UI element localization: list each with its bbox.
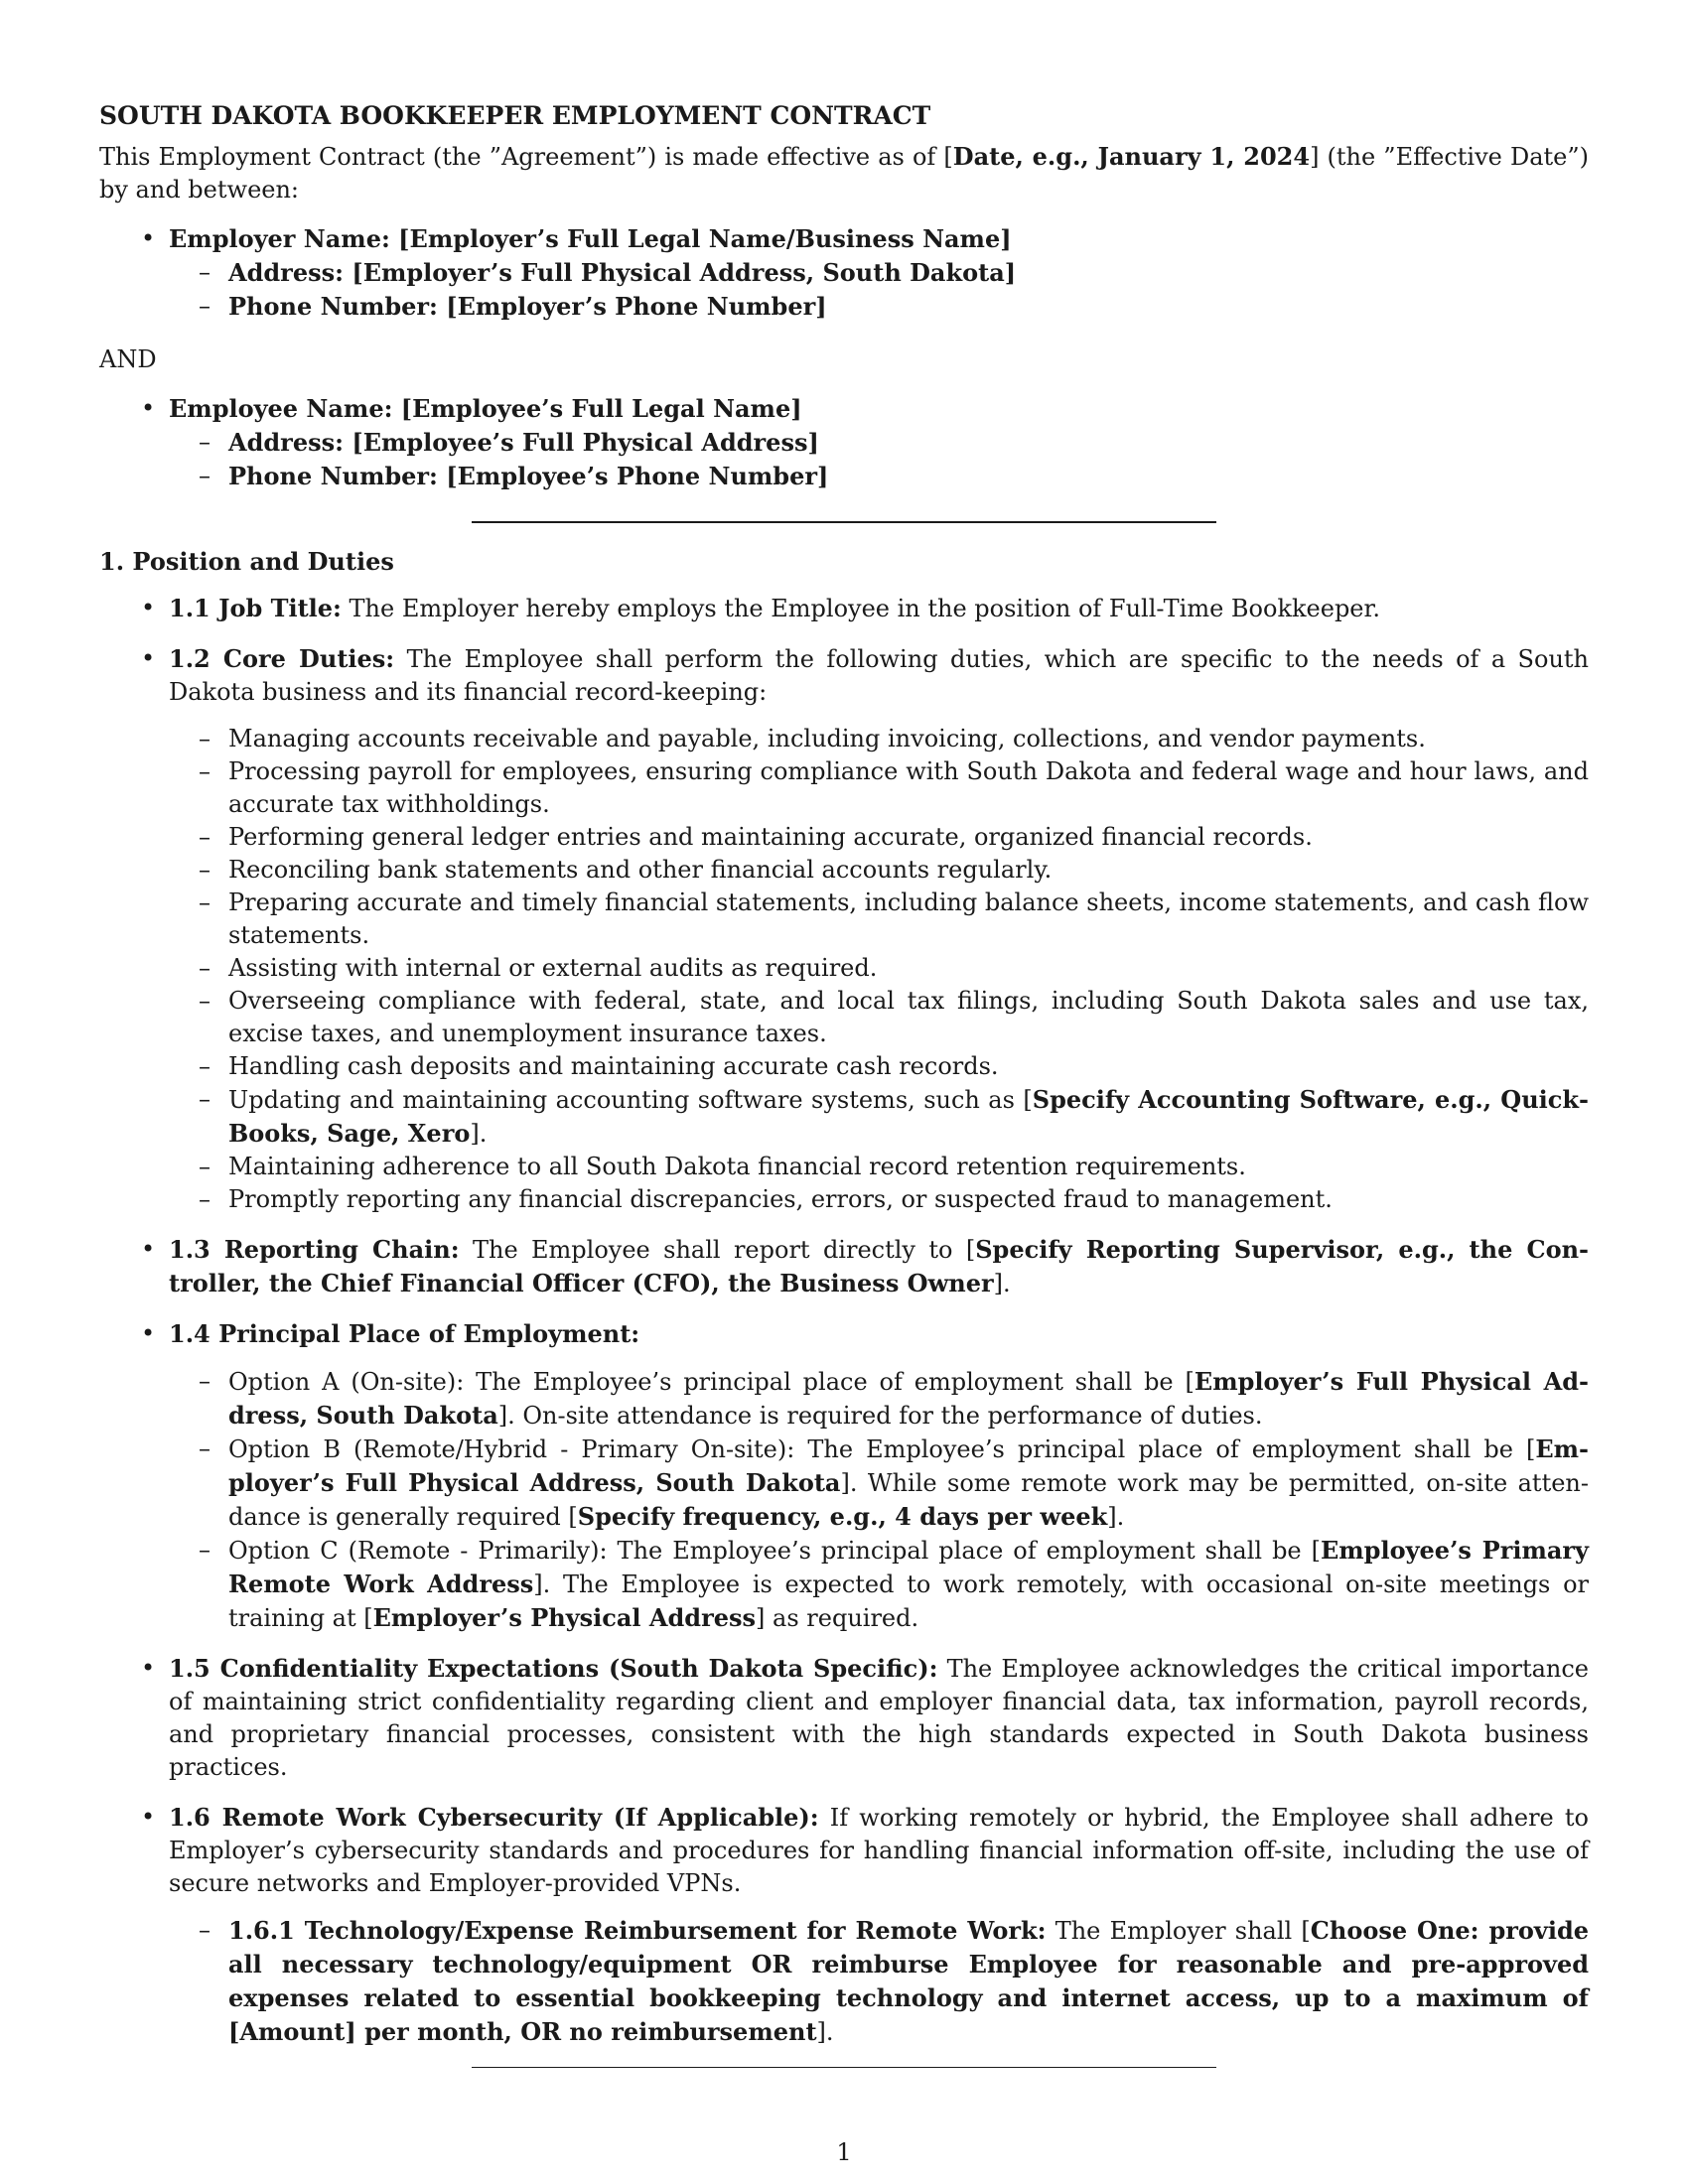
intro-text: This Employment Contract (the ”Agreement”) is made effective as of [ xyxy=(99,143,953,171)
clause-1-6-1 xyxy=(228,1914,1589,2049)
employee-details xyxy=(169,426,1589,493)
reimbursement-placeholder: Choose One: provide all necessary technology/equipment OR reimburse Employee for reasonable and pre-approved expenses related to essential bookkeeping technology and internet access, up to a maximum of [Amount] per month, OR no reimbursement xyxy=(228,1916,1589,2046)
employee-phone-text: Phone Number: [Employee’s Phone Number] xyxy=(228,462,829,490)
duty-text: Updating and maintaining accounting software systems, such as [ xyxy=(228,1086,1033,1114)
employer-list xyxy=(99,222,1589,324)
document-title: SOUTH DAKOTA BOOKKEEPER EMPLOYMENT CONTRACT xyxy=(99,101,931,130)
option-text-end: ]. On-site attendance is required for the performance of duties. xyxy=(497,1402,1263,1430)
employer-address-text: Address: [Employer’s Full Physical Address, South Dakota] xyxy=(228,258,1017,287)
clause-label: 1.4 Principal Place of Employment: xyxy=(169,1319,640,1348)
employer-name xyxy=(169,222,1589,324)
employee-name-text: Employee Name: [Employee’s Full Legal Name] xyxy=(169,394,802,423)
employer-details xyxy=(169,256,1589,324)
clause-label: 1.3 Reporting Chain: xyxy=(169,1235,460,1264)
supervisor-placeholder: Specify Reporting Supervisor, e.g., the Controller, the Chief Financial Officer (CFO), the Business Owner xyxy=(169,1235,1589,1297)
duty-item: – Performing general ledger entries and maintaining accurate, organized financial records. xyxy=(228,821,1589,854)
subclause-list xyxy=(169,1914,1589,2049)
horizontal-rule xyxy=(472,521,1216,523)
employer-phone xyxy=(228,290,1589,324)
intro-paragraph xyxy=(99,140,1589,206)
duty-item: – Processing payroll for employees, ensuring compliance with South Dakota and federal wage and hour laws, and accurate tax withholdings. xyxy=(228,755,1589,821)
clause-1-3 xyxy=(169,1233,1589,1300)
duty-item: – Overseeing compliance with federal, state, and local tax filings, including South Dakota sales and use tax, excise taxes, and unemployment insurance taxes. xyxy=(228,985,1589,1050)
address-placeholder: Employer’s Physical Address xyxy=(372,1603,757,1632)
clause-label: 1.2 Core Duties: xyxy=(169,644,395,673)
option-text-end: ] as required. xyxy=(756,1604,919,1632)
employee-address xyxy=(228,426,1589,460)
footer-rule xyxy=(472,2067,1216,2068)
employer-address xyxy=(228,256,1589,290)
clause-text: The Employer shall [ xyxy=(1046,1917,1311,1945)
duty-item: – Reconciling bank statements and other financial accounts regularly. xyxy=(228,854,1589,887)
software-placeholder: Specify Accounting Software, e.g., QuickBooks, Sage, Xero xyxy=(228,1085,1589,1148)
option-placeholder: Employee’s Primary Remote Work Address xyxy=(228,1536,1589,1598)
clause-1-4 xyxy=(169,1317,1589,1635)
option-text-mid: ]. While some remote work may be permitted, on-site attendance is generally required [ xyxy=(228,1469,1589,1531)
option-placeholder: Employer’s Full Physical Address, South Dakota xyxy=(228,1367,1589,1430)
clause-text: The Employee acknowledges the critical importance of maintaining strict confidentiality regarding client and employer financial data, tax information, payroll records, and proprietary financial processes, consistent with the high standards expected in South Dakota business practices. xyxy=(169,1655,1590,1781)
clause-label: 1.1 Job Title: xyxy=(169,594,342,622)
clause-label: 1.6.1 Technology/Expense Reimbursement for Remote Work: xyxy=(228,1916,1047,1945)
clause-label: 1.5 Confidentiality Expectations (South Dakota Specific): xyxy=(169,1654,938,1683)
option-text-end: ]. xyxy=(1107,1503,1125,1531)
duty-text-end: ]. xyxy=(470,1120,488,1148)
document-page xyxy=(99,99,1589,2068)
options-list xyxy=(169,1365,1589,1635)
and-separator: AND xyxy=(99,345,157,373)
duty-item: – Maintaining adherence to all South Dakota financial record retention requirements. xyxy=(228,1151,1589,1183)
page-number: 1 xyxy=(836,2138,852,2166)
duty-item xyxy=(228,1083,1589,1151)
employer-name-text: Employer Name: [Employer’s Full Legal Name/Business Name] xyxy=(169,224,1012,253)
clause-text: The Employer hereby employs the Employee in the position of Full-Time Bookkeeper. xyxy=(341,595,1380,622)
clause-label: 1.6 Remote Work Cybersecurity (If Applicable): xyxy=(169,1803,819,1832)
employee-address-text: Address: [Employee’s Full Physical Address] xyxy=(228,428,819,457)
section-heading: 1. Position and Duties xyxy=(99,547,394,576)
frequency-placeholder: Specify frequency, e.g., 4 days per week xyxy=(577,1502,1108,1531)
option-text-mid: ]. The Employee is expected to work remotely, with occasional on-site meetings or training at [ xyxy=(228,1570,1589,1632)
clause-1-1 xyxy=(169,592,1589,625)
effective-date-placeholder: Date, e.g., January 1, 2024 xyxy=(952,142,1311,171)
option-text: Option C (Remote - Primarily): The Employee’s principal place of employment shall be [ xyxy=(228,1537,1321,1565)
clause-text-end: ]. xyxy=(993,1270,1011,1297)
option-b xyxy=(228,1433,1589,1534)
option-text: Option B (Remote/Hybrid - Primary On-site): The Employee’s principal place of employment shall be [ xyxy=(228,1435,1536,1463)
clause-text: The Employee shall perform the following duties, which are specific to the needs of a South Dakota business and its financial record-keeping: xyxy=(169,645,1590,706)
option-placeholder: Employer’s Full Physical Address, South Dakota xyxy=(228,1434,1589,1497)
clause-text: If working remotely or hybrid, the Employee shall adhere to Employer’s cybersecurity standards and procedures for handling financial information off-site, including the use of secure networks and Employer-provided VPNs. xyxy=(169,1804,1589,1897)
option-a xyxy=(228,1365,1589,1433)
employee-phone xyxy=(228,460,1589,493)
option-text: Option A (On-site): The Employee’s principal place of employment shall be [ xyxy=(228,1368,1195,1396)
duty-item: – Handling cash deposits and maintaining accurate cash records. xyxy=(228,1050,1589,1083)
clause-text-end: ]. xyxy=(816,2018,834,2046)
duty-item: – Assisting with internal or external audits as required. xyxy=(228,952,1589,985)
duty-item: – Managing accounts receivable and payable, including invoicing, collections, and vendor payments. xyxy=(228,723,1589,755)
clause-1-5 xyxy=(169,1652,1589,1784)
clause-1-6 xyxy=(169,1801,1589,2049)
employer-phone-text: Phone Number: [Employer’s Phone Number] xyxy=(228,292,827,321)
duties-list xyxy=(169,723,1589,1216)
intro-text-end: ] (the ”Effective Date”) by and between: xyxy=(99,143,1589,204)
clause-1-2 xyxy=(169,642,1589,1216)
employee-list xyxy=(99,392,1589,493)
duty-item: – Preparing accurate and timely financial statements, including balance sheets, income statements, and cash flow statements. xyxy=(228,887,1589,952)
duty-item: – Promptly reporting any financial discrepancies, errors, or suspected fraud to management. xyxy=(228,1183,1589,1216)
clause-text: The Employee shall report directly to [ xyxy=(459,1236,976,1264)
section-1-list xyxy=(99,592,1589,2049)
option-c xyxy=(228,1534,1589,1635)
employee-name xyxy=(169,392,1589,493)
